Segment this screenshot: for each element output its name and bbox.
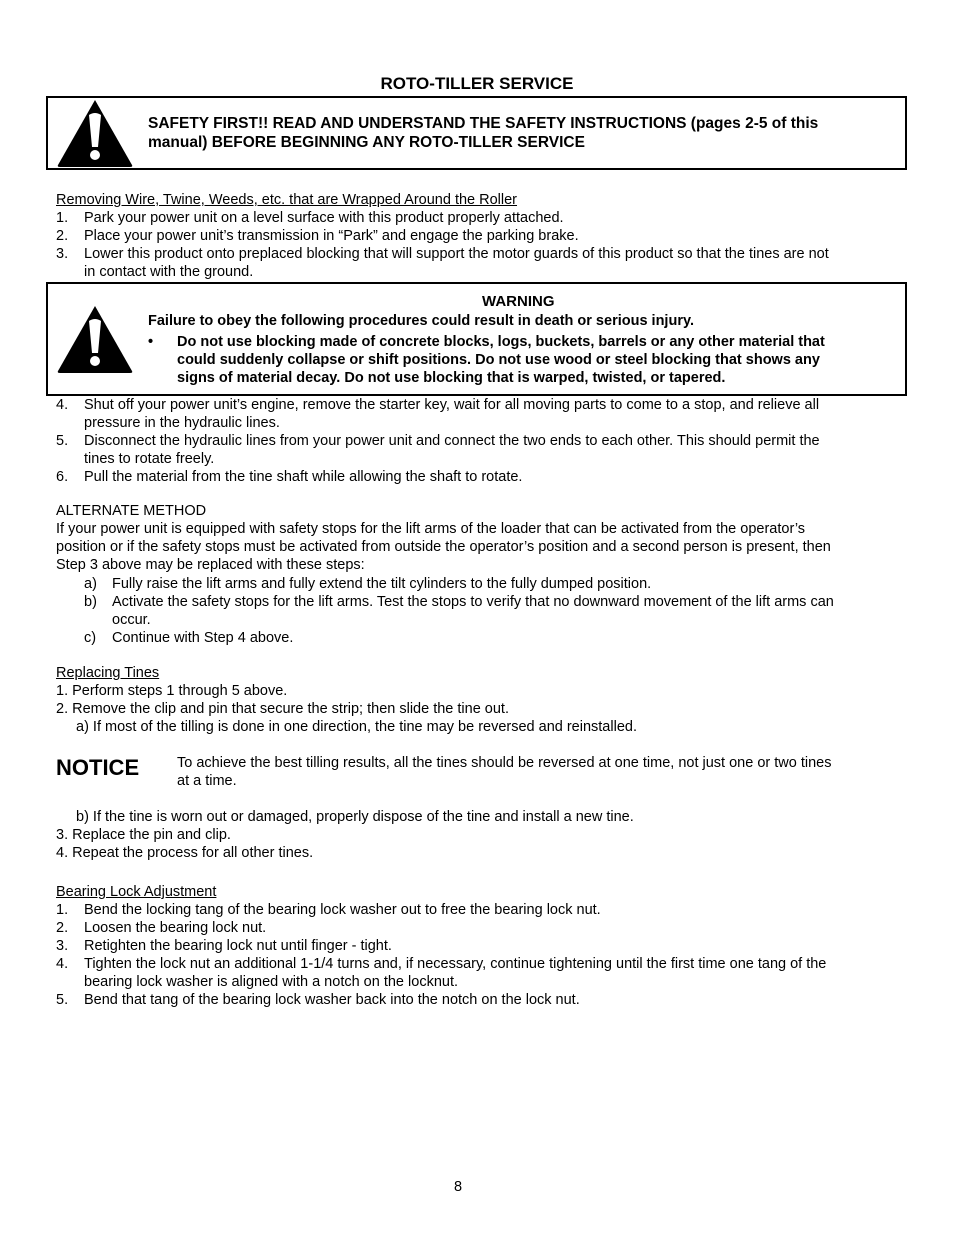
safety-text-line-1: SAFETY FIRST!! READ AND UNDERSTAND THE SAFETY INSTRUCTIONS (pages 2-5 of this	[148, 115, 819, 132]
notice-text-line-1: To achieve the best tilling results, all the tines should be reversed at one time, not just one or two tines	[177, 755, 832, 771]
removing-step-number: 1.	[56, 210, 69, 226]
replacing-step-2b: b) If the tine is worn out or damaged, properly dispose of the tine and install a new tine.	[76, 809, 634, 825]
replacing-step-2a: a) If most of the tilling is done in one direction, the tine may be reversed and reinstalled.	[76, 719, 637, 735]
bearing-step-number: 1.	[56, 902, 69, 918]
alternate-step-text: occur.	[112, 612, 151, 628]
bearing-step-number: 2.	[56, 920, 69, 936]
removing-step-text: Shut off your power unit’s engine, remove the starter key, wait for all moving parts to come to a stop, and relieve all	[84, 397, 820, 413]
bearing-step-number: 4.	[56, 956, 69, 972]
alternate-step-text: Activate the safety stops for the lift arms. Test the stops to verify that no downward movement of the lift arms can	[112, 594, 834, 610]
removing-step-text: Pull the material from the tine shaft while allowing the shaft to rotate.	[84, 469, 523, 485]
replacing-step-3: 3. Replace the pin and clip.	[56, 827, 231, 843]
bearing-step-number: 5.	[56, 992, 69, 1008]
warning-triangle-icon	[56, 304, 134, 374]
alternate-para-line-1: If your power unit is equipped with safety stops for the lift arms of the loader that can be activated from the operator’s	[56, 521, 806, 537]
removing-step-text: Park your power unit on a level surface with this product properly attached.	[84, 210, 564, 226]
replacing-step-1: 1. Perform steps 1 through 5 above.	[56, 683, 288, 699]
removing-step-text: Disconnect the hydraulic lines from your power unit and connect the two ends to each other. This should permit the	[84, 433, 820, 449]
bearing-step-text: Retighten the bearing lock nut until finger - tight.	[84, 938, 392, 954]
removing-step-text: tines to rotate freely.	[84, 451, 215, 467]
alternate-step-number: b)	[84, 594, 97, 610]
bearing-step-text: bearing lock washer is aligned with a notch on the locknut.	[84, 974, 458, 990]
warning-heading: WARNING	[482, 293, 555, 310]
removing-step-number: 5.	[56, 433, 69, 449]
section-heading-bearing: Bearing Lock Adjustment	[56, 884, 217, 900]
replacing-step-4: 4. Repeat the process for all other tines.	[56, 845, 314, 861]
warning-bullet-line-2: could suddenly collapse or shift positions. Do not use wood or steel blocking that shows any	[177, 352, 820, 368]
alternate-heading: ALTERNATE METHOD	[56, 503, 207, 519]
removing-step-text: Lower this product onto preplaced blocking that will support the motor guards of this product so that the tines are not	[84, 246, 829, 262]
bearing-step-text: Tighten the lock nut an additional 1-1/4 turns and, if necessary, continue tightening until the first time one tang of the	[84, 956, 827, 972]
alternate-step-number: a)	[84, 576, 97, 592]
warning-bullet: •	[148, 334, 154, 350]
notice-text-line-2: at a time.	[177, 773, 237, 789]
notice-label: NOTICE	[56, 755, 140, 780]
bearing-step-text: Bend the locking tang of the bearing lock washer out to free the bearing lock nut.	[84, 902, 601, 918]
alternate-step-number: c)	[84, 630, 97, 646]
removing-step-number: 4.	[56, 397, 69, 413]
section-heading-removing: Removing Wire, Twine, Weeds, etc. that are Wrapped Around the Roller	[56, 192, 518, 208]
alternate-para-line-2: position or if the safety stops must be activated from outside the operator’s position and a second person is present, then	[56, 539, 831, 555]
warning-triangle-icon	[56, 98, 134, 168]
warning-bullet-line-3: signs of material decay. Do not use blocking that is warped, twisted, or tapered.	[177, 370, 726, 386]
alternate-step-text: Fully raise the lift arms and fully extend the tilt cylinders to the fully dumped position.	[112, 576, 652, 592]
safety-first-box	[46, 96, 907, 170]
removing-step-text: Place your power unit’s transmission in “Park” and engage the parking brake.	[84, 228, 579, 244]
removing-step-number: 3.	[56, 246, 69, 262]
bearing-step-number: 3.	[56, 938, 69, 954]
page-number: 8	[454, 1179, 463, 1195]
warning-intro: Failure to obey the following procedures could result in death or serious injury.	[148, 313, 694, 329]
safety-text-line-2: manual) BEFORE BEGINNING ANY ROTO-TILLER SERVICE	[148, 134, 585, 151]
bearing-step-text: Loosen the bearing lock nut.	[84, 920, 267, 936]
bearing-step-text: Bend that tang of the bearing lock washer back into the notch on the lock nut.	[84, 992, 580, 1008]
alternate-step-text: Continue with Step 4 above.	[112, 630, 294, 646]
removing-step-number: 2.	[56, 228, 69, 244]
section-heading-replacing: Replacing Tines	[56, 665, 160, 681]
removing-step-text: pressure in the hydraulic lines.	[84, 415, 280, 431]
removing-step-number: 6.	[56, 469, 69, 485]
warning-bullet-line-1: Do not use blocking made of concrete blocks, logs, buckets, barrels or any other material that	[177, 334, 825, 350]
alternate-para-line-3: Step 3 above may be replaced with these steps:	[56, 557, 365, 573]
replacing-step-2: 2. Remove the clip and pin that secure the strip; then slide the tine out.	[56, 701, 509, 717]
page-title: ROTO-TILLER SERVICE	[380, 74, 574, 93]
removing-step-text: in contact with the ground.	[84, 264, 254, 280]
warning-box	[46, 282, 907, 396]
